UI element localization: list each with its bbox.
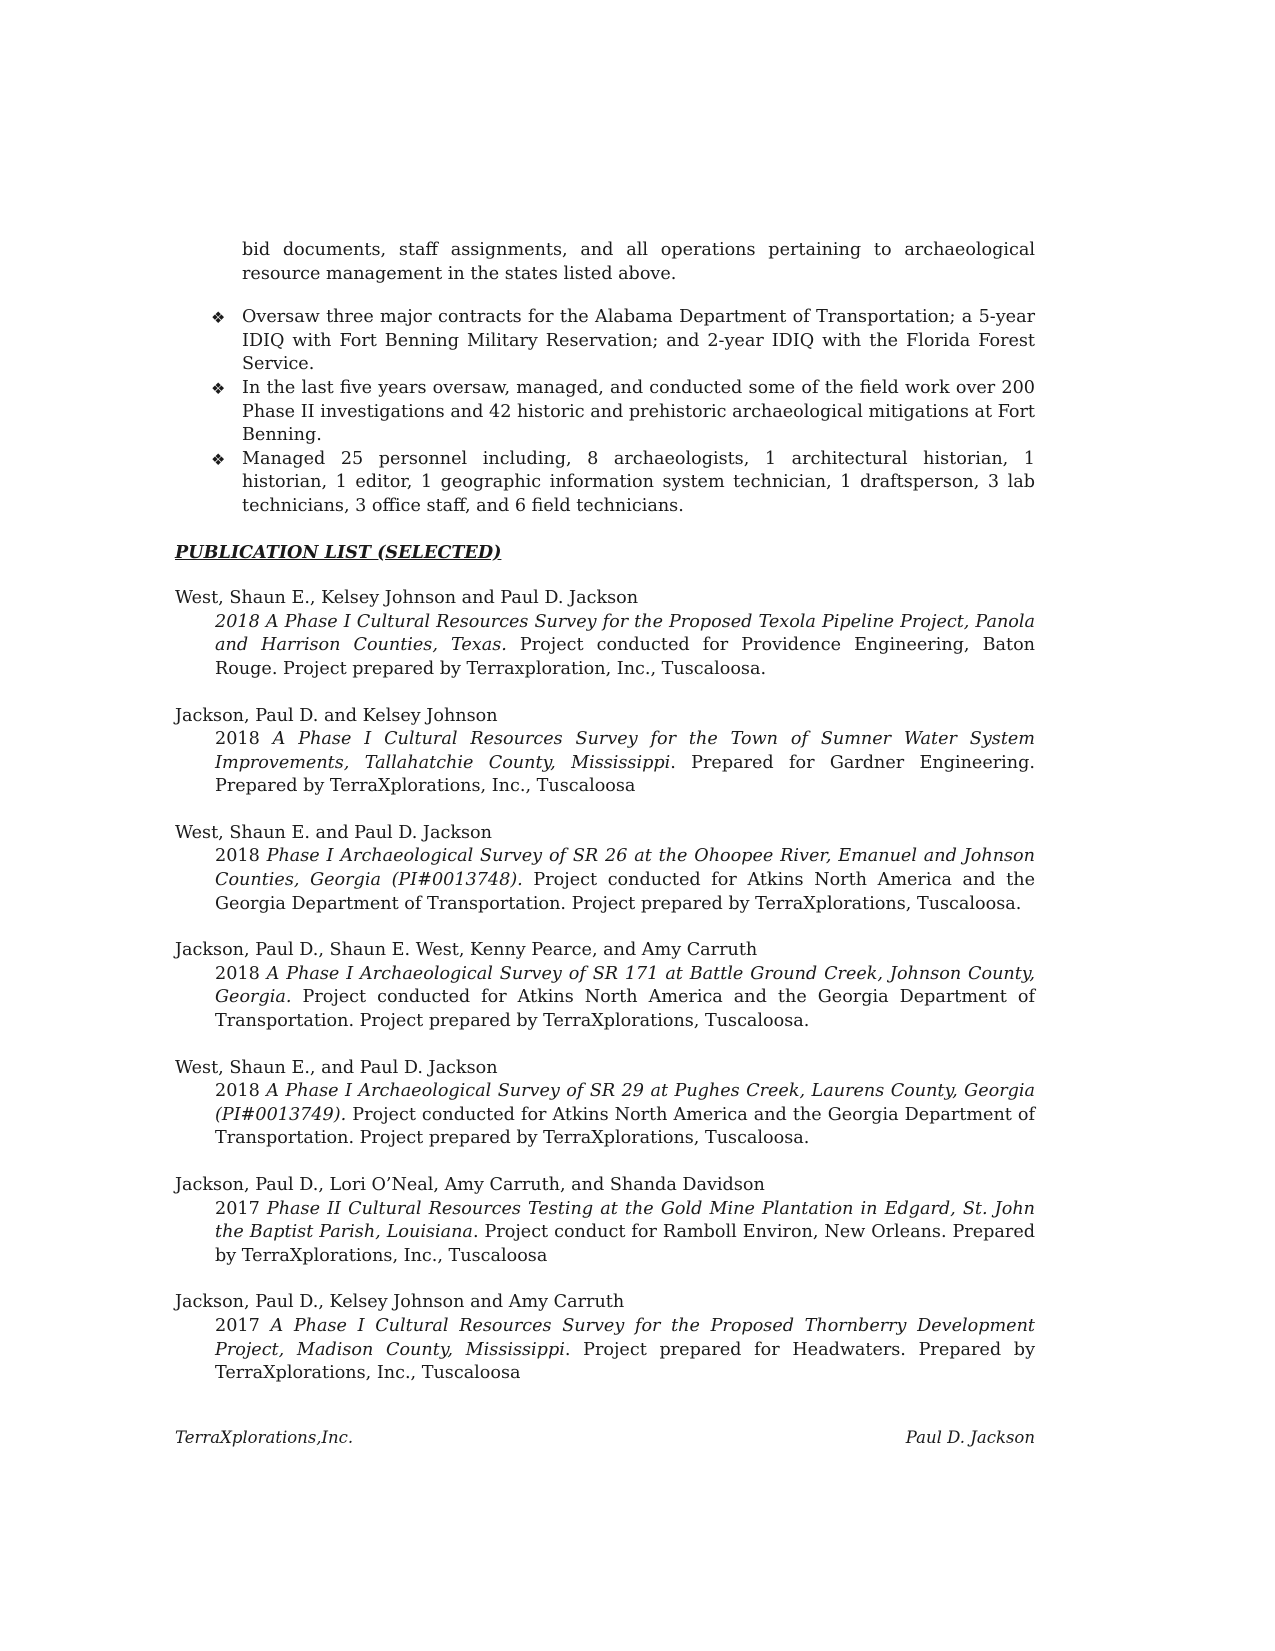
- publication-citation: [215, 1198, 1035, 1269]
- publication-citation: [215, 1080, 1035, 1151]
- diamond-bullet-icon: ❖: [211, 308, 226, 328]
- publication-authors: Jackson, Paul D., Shaun E. West, Kenny Pearce, and Amy Carruth: [175, 940, 758, 961]
- publication-year: 2018: [215, 846, 267, 867]
- publication-year: 2018: [215, 1081, 267, 1102]
- footer-company: TerraXplorations,Inc.: [175, 1428, 354, 1447]
- publication-citation: [215, 611, 1035, 682]
- bullet-text: Oversaw three major contracts for the Alabama Department of Transportation; a 5-year IDIQ with Fort Benning Military Reservation; and 2-year IDIQ with the Florida Forest Service.: [242, 307, 1035, 375]
- publication-year: 2017: [215, 1198, 267, 1219]
- footer-author: Paul D. Jackson: [905, 1428, 1035, 1447]
- publication-details: Project conducted for Providence Engineering, Baton Rouge. Project prepared by Terraxploration, Inc., Tuscaloosa.: [215, 635, 1036, 679]
- publication-year: 2017: [215, 1315, 271, 1336]
- bullet-text: Managed 25 personnel including, 8 archaeologists, 1 architectural historian, 1 historian, 1 editor, 1 geographic information system technician, 1 draftsperson, 3 lab technicians, 3 office staff, and 6 field technicians.: [242, 448, 1035, 516]
- publication-year: 2018: [215, 729, 273, 750]
- publication-details: Project conducted for Atkins North America and the Georgia Department of Transportation. Project prepared by TerraXplorations, Tuscaloosa.: [215, 987, 1035, 1032]
- publication-citation: [215, 728, 1035, 799]
- publication-authors: Jackson, Paul D., Lori O’Neal, Amy Carruth, and Shanda Davidson: [175, 1175, 765, 1195]
- publication-citation: [215, 1315, 1035, 1386]
- publication-year: 2018: [215, 963, 267, 984]
- page-content: [175, 239, 1035, 1409]
- publication-authors: Jackson, Paul D. and Kelsey Johnson: [175, 705, 498, 726]
- bullet-item: [175, 306, 1035, 377]
- publication-entry: [175, 1291, 1035, 1385]
- publication-entry: [175, 1174, 1035, 1268]
- bullet-item: [175, 448, 1035, 519]
- publication-title: 2018 A Phase I Cultural Resources Survey for the Proposed Texola Pipeline Project, Panola and Harrison Counties, Texas.: [215, 611, 1035, 656]
- diamond-bullet-icon: ❖: [211, 449, 226, 469]
- publication-title: Phase II Cultural Resources Testing at the Gold Mine Plantation in Edgard, St. John the Baptist Parish, Louisiana: [215, 1198, 1035, 1243]
- section-heading: PUBLICATION LIST (SELECTED): [175, 541, 502, 563]
- publication-authors: West, Shaun E., Kelsey Johnson and Paul D. Jackson: [175, 588, 639, 609]
- publication-title: A Phase I Cultural Resources Survey for the Proposed Thornberry Development Project, Madison County, Mississippi: [215, 1315, 1035, 1360]
- publication-entry: [175, 705, 1035, 799]
- publication-title: Phase I Archaeological Survey of SR 26 at the Ohoopee River, Emanuel and Johnson Counties, Georgia (PI#0013748).: [215, 846, 1035, 891]
- publication-entry: [175, 939, 1035, 1033]
- publication-authors: Jackson, Paul D., Kelsey Johnson and Amy Carruth: [175, 1292, 625, 1313]
- continuation-paragraph: bid documents, staff assignments, and all operations pertaining to archaeological resource management in the states listed above.: [242, 240, 1035, 284]
- publication-details: . Prepared for Gardner Engineering. Prepared by TerraXplorations, Inc., Tuscaloosa: [215, 752, 1035, 797]
- publication-citation: [215, 845, 1035, 916]
- publication-title: A Phase I Archaeological Survey of SR 29 at Pughes Creek, Laurens County, Georgia (PI#0013749).: [215, 1081, 1035, 1125]
- publication-details: . Project prepared for Headwaters. Prepared by TerraXplorations, Inc., Tuscaloosa: [215, 1339, 1036, 1384]
- bullet-list: [175, 306, 1035, 518]
- publication-details: Project conducted for Atkins North America and the Georgia Department of Transportation. Project prepared by TerraXplorations, Tuscaloosa.: [215, 1104, 1035, 1149]
- publication-title: A Phase I Archaeological Survey of SR 171 at Battle Ground Creek, Johnson County, Georgia.: [215, 963, 1035, 1008]
- publication-details: . Project conduct for Ramboll Environ, New Orleans. Prepared by TerraXplorations, Inc., Tuscaloosa: [215, 1222, 1035, 1266]
- publication-authors: West, Shaun E. and Paul D. Jackson: [175, 822, 492, 843]
- publication-entry: [175, 822, 1035, 916]
- bullet-item: [175, 377, 1035, 448]
- publication-entry: [175, 1057, 1035, 1151]
- publication-title: A Phase I Cultural Resources Survey for the Town of Sumner Water System Improvements, Tallahatchie County, Mississippi: [215, 729, 1035, 773]
- bullet-text: In the last five years oversaw, managed, and conducted some of the field work over 200 Phase II investigations and 42 historic and prehistoric archaeological mitigations at Fort Benning.: [242, 377, 1035, 446]
- publication-entry: [175, 587, 1035, 681]
- publication-authors: West, Shaun E., and Paul D. Jackson: [175, 1057, 498, 1078]
- diamond-bullet-icon: ❖: [211, 378, 226, 398]
- publication-citation: [215, 963, 1035, 1034]
- publication-details: Project conducted for Atkins North America and the Georgia Department of Transportation. Project prepared by TerraXplorations, Tuscaloosa.: [215, 870, 1035, 914]
